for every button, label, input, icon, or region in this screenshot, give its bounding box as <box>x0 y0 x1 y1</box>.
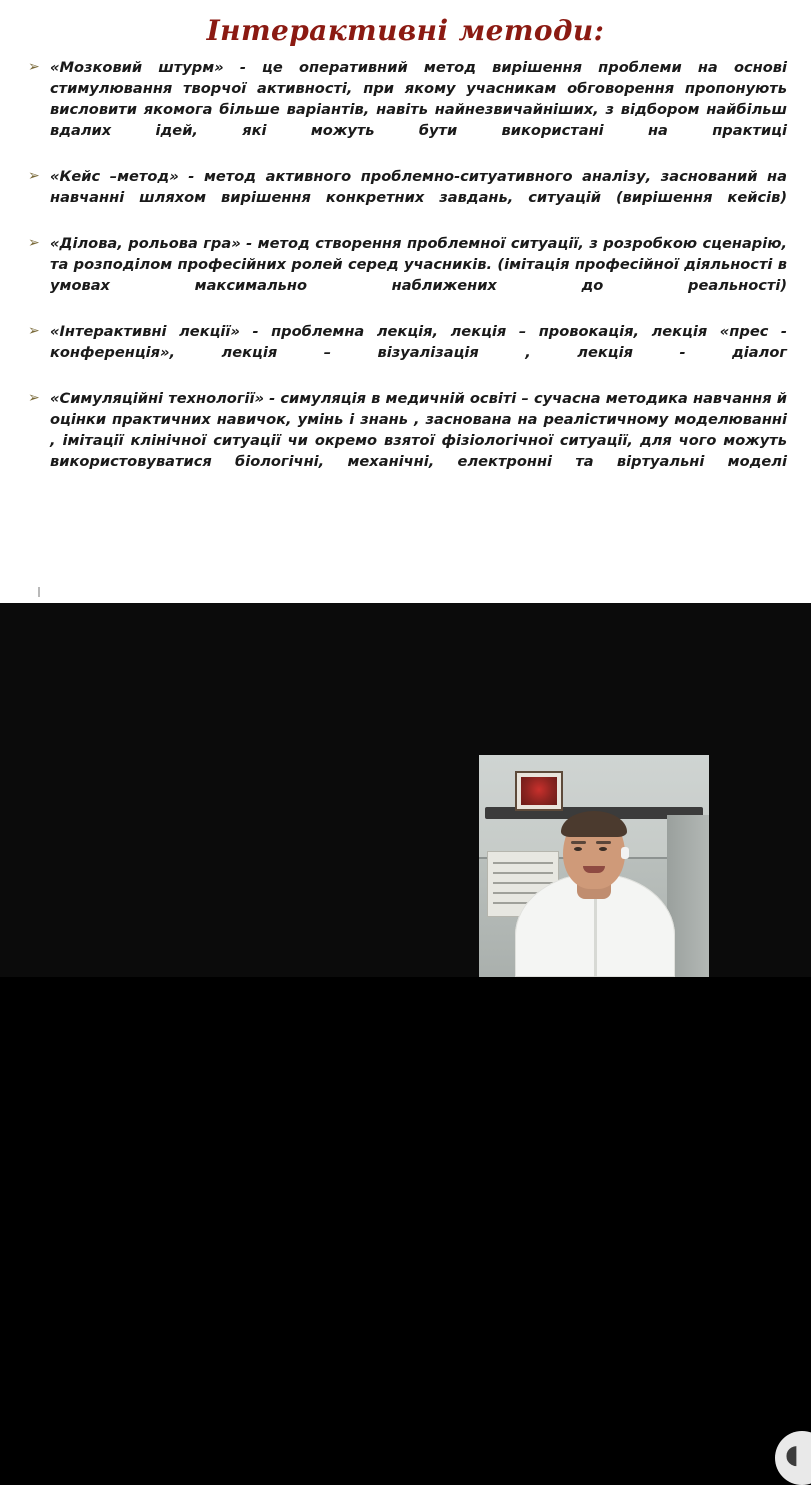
person-eye <box>574 847 582 851</box>
video-conference-stage <box>0 603 811 1470</box>
presentation-slide <box>0 0 811 603</box>
bullet-arrow-icon: ➢ <box>28 323 40 339</box>
slide-title: Інтерактивні методи: <box>206 14 605 47</box>
poster-line <box>493 872 553 874</box>
bullet-text: «Симуляційні технології» - симуляція в медичній освіті – сучасна методика навчання й оцінки практичних навичок, умінь і знань , заснована на реалістичному моделюванні , імітації клінічної ситуації чи окремо взятої фізіологічної ситуації, для чого можуть використовуватися біологічні, механічні, електронні та віртуальні моделі <box>50 390 787 470</box>
list-item <box>26 388 787 493</box>
person-mouth <box>583 866 605 873</box>
bullet-text: «Ділова, рольова гра» - метод створення проблемної ситуації, з розробкою сценарію, та розподілом професійних ролей серед учасників. (імітація професійної діяльності в умовах максимально наближених до реальності) <box>50 235 787 294</box>
poster-line <box>493 882 553 884</box>
person-eye <box>599 847 607 851</box>
participant-video-tile[interactable] <box>479 755 709 977</box>
bullet-text: «Мозковий штурм» - це оперативний метод вирішення проблеми на основі стимулювання творчої активності, при якому учасникам обговорення пропонують висловити якомога більше варіантів, навіть найнезвичайніших, з відбором найбільш вдалих ідей, які можуть бути використані на практиці <box>50 59 787 139</box>
bullet-text: «Кейс –метод» - метод активного проблемно-ситуативного аналізу, заснований на навчанні шляхом вирішення конкретних завдань, ситуацій (вирішення кейсів) <box>50 168 787 206</box>
list-item <box>26 321 787 384</box>
bullet-arrow-icon: ➢ <box>28 59 40 75</box>
half-circle-icon: ◖ <box>785 1440 799 1470</box>
earbud-icon <box>621 847 629 859</box>
person-eyebrow <box>571 841 586 844</box>
list-item <box>26 233 787 317</box>
side-round-button[interactable] <box>775 1431 811 1485</box>
poster-line <box>493 862 553 864</box>
person-eyebrow <box>596 841 611 844</box>
bullet-text: «Інтерактивні лекції» - проблемна лекція, лекція – провокація, лекція «прес - конференція», лекція – візуалізація , лекція - діалог <box>50 323 787 361</box>
wall-picture-icon <box>515 771 563 811</box>
slide-edge-artifact <box>38 587 40 597</box>
list-item <box>26 57 787 162</box>
list-item <box>26 166 787 229</box>
wall-picture-image <box>521 777 557 805</box>
bullet-arrow-icon: ➢ <box>28 390 40 406</box>
bullet-arrow-icon: ➢ <box>28 235 40 251</box>
bullet-arrow-icon: ➢ <box>28 168 40 184</box>
slide-bullet-list <box>0 57 811 493</box>
